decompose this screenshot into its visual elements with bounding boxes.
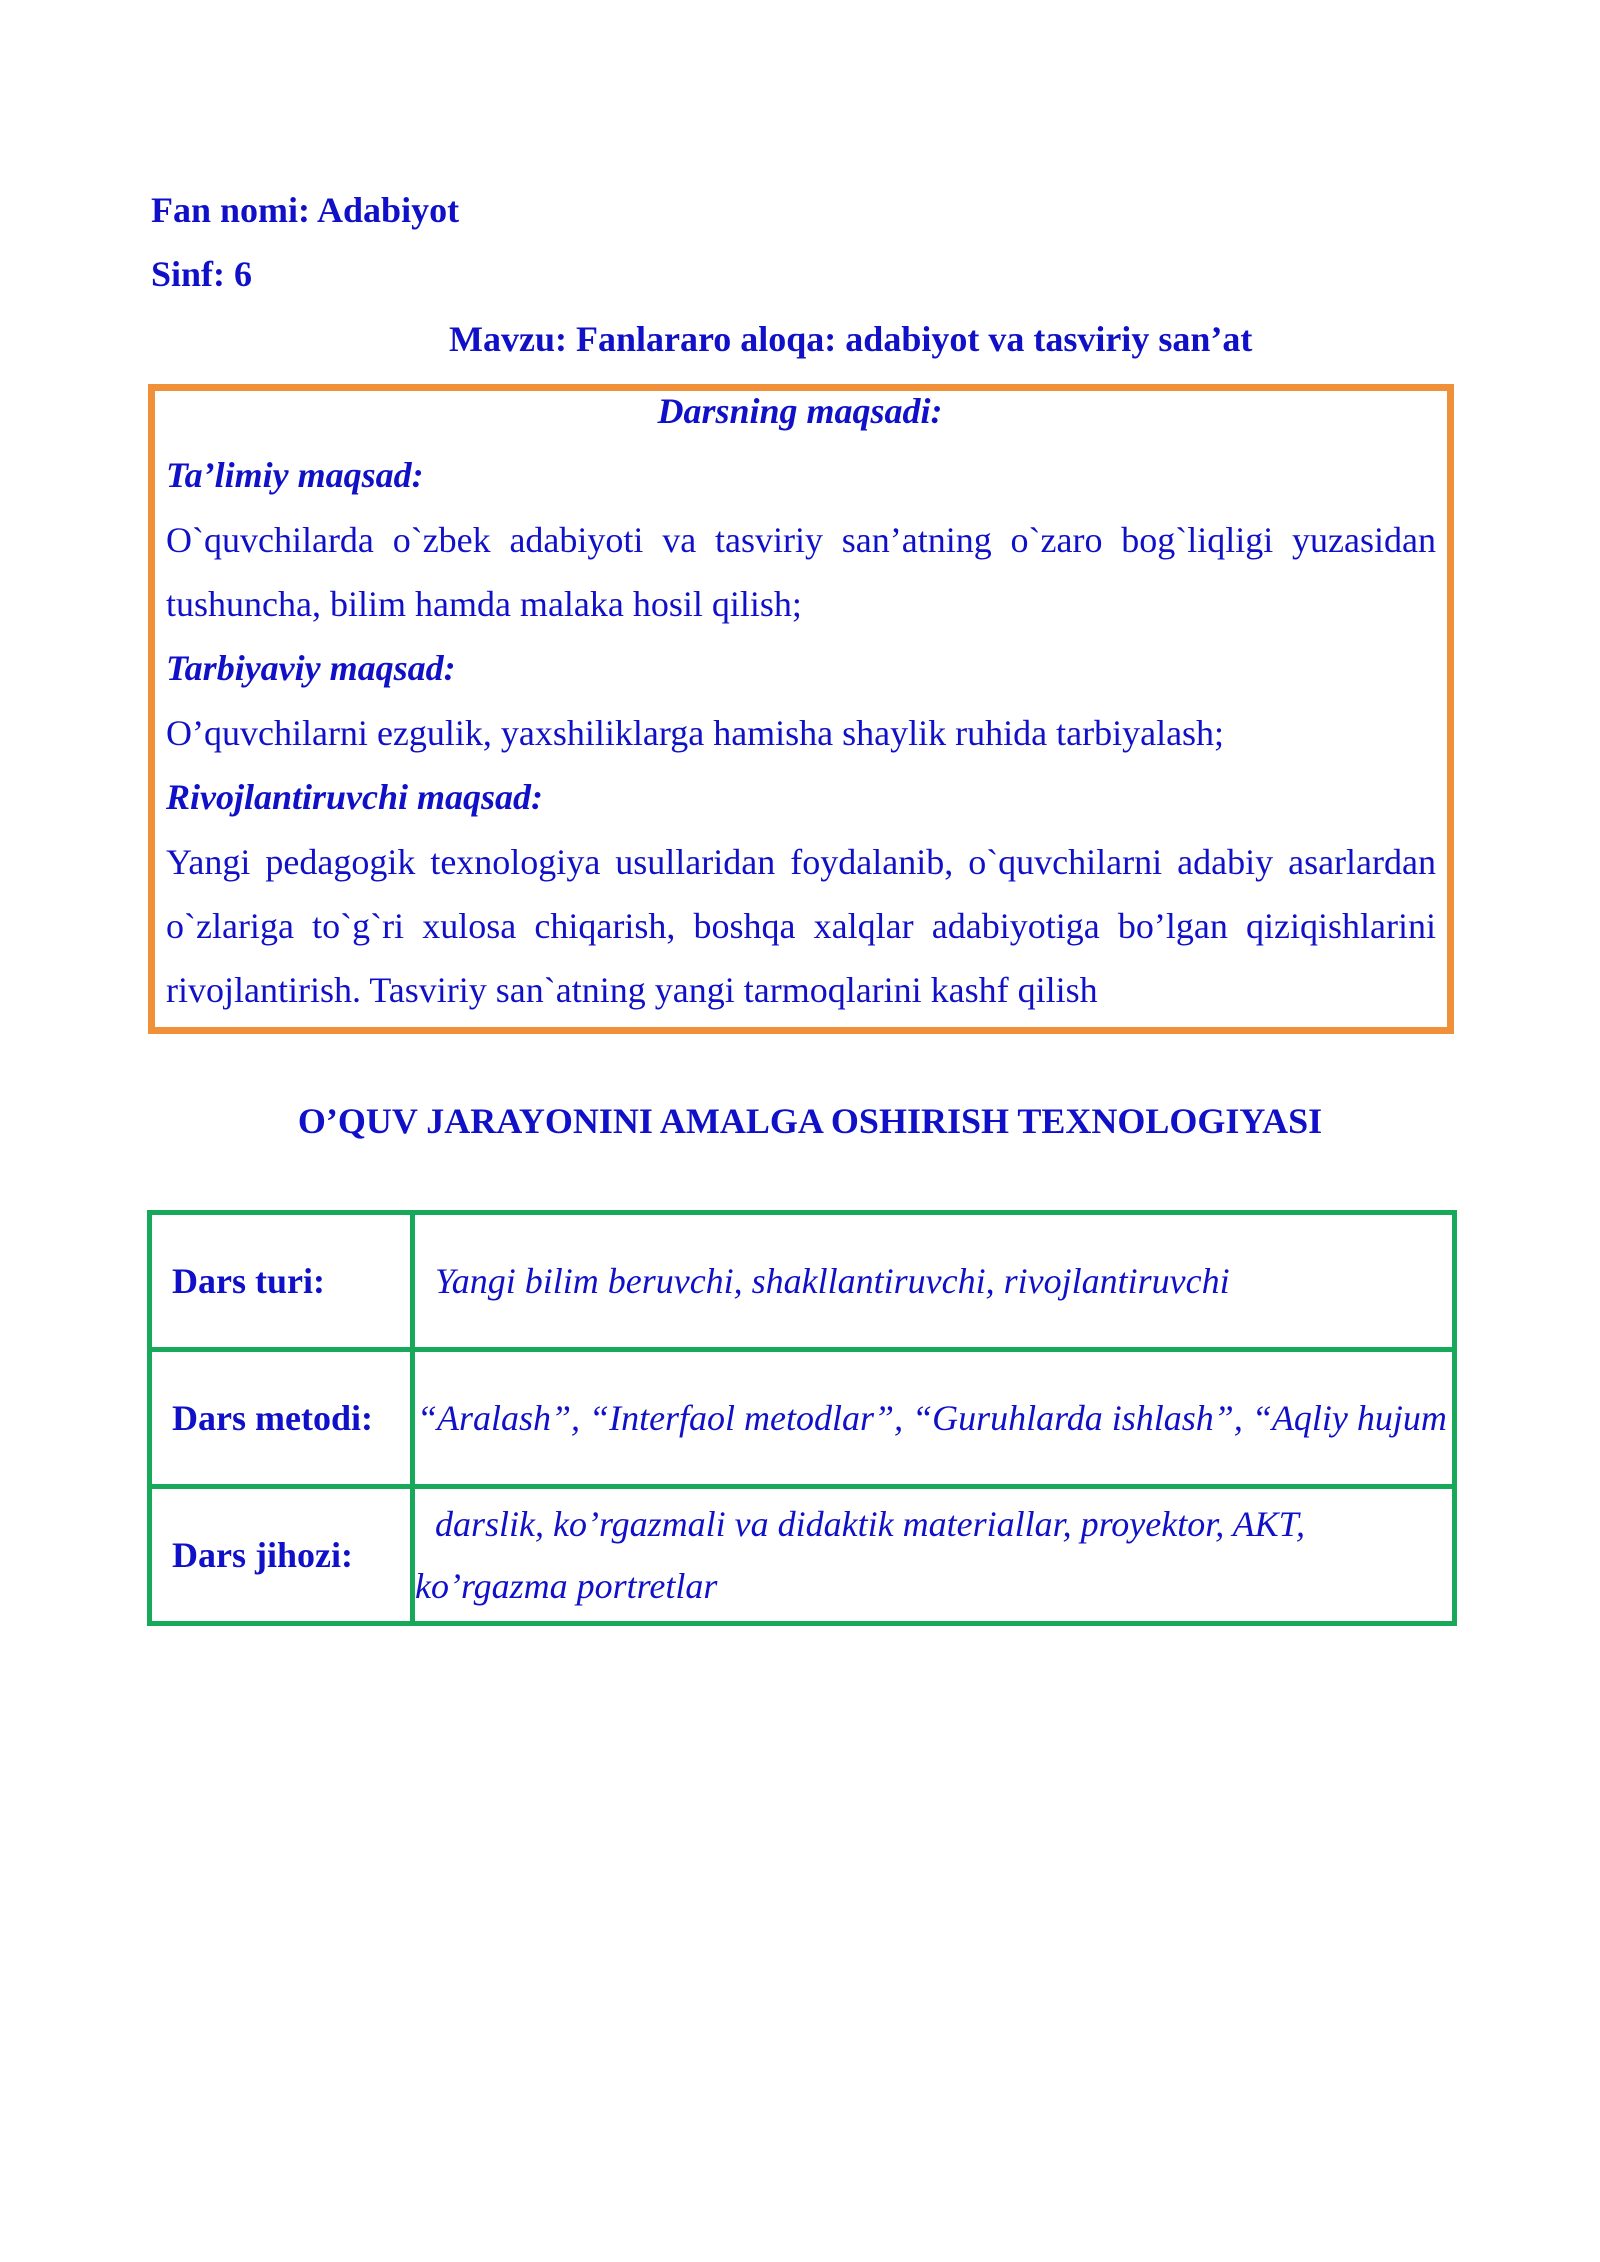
- table-row: [150, 1350, 1455, 1487]
- technology-table: [147, 1210, 1457, 1626]
- lesson-equipment-line-1: darslik, ko’rgazmali va didaktik materiallar, proyektor, AKT,: [435, 1504, 1305, 1544]
- grade-line: Sinf: 6: [151, 254, 253, 294]
- technology-title: O’QUV JARAYONINI AMALGA OSHIRISH TEXNOLOGIYASI: [297, 1101, 1323, 1141]
- developmental-goal-label: Rivojlantiruvchi maqsad:: [166, 777, 544, 817]
- upbringing-goal-text: O’quvchilarni ezgulik, yaxshiliklarga hamisha shaylik ruhida tarbiyalash;: [166, 713, 1225, 753]
- upbringing-goal-label: Tarbiyaviy maqsad:: [166, 648, 456, 688]
- lesson-equipment-line-2: ko’rgazma portretlar: [415, 1566, 718, 1606]
- educational-goal-label: Ta’limiy maqsad:: [166, 455, 424, 495]
- educational-goal-text: O`quvchilarda o`zbek adabiyoti va tasviriy san’atning o`zaro bog`liqligi yuzasidan tushuncha, bilim hamda malaka hosil qilish;: [166, 520, 1436, 624]
- table-row: [150, 1213, 1455, 1350]
- lesson-type-value: Yangi bilim beruvchi, shakllantiruvchi, rivojlantiruvchi: [413, 1213, 1455, 1350]
- lesson-method-label: Dars metodi:: [150, 1350, 413, 1487]
- goals-title: Darsning maqsadi:: [657, 391, 943, 431]
- developmental-goal-text: Yangi pedagogik texnologiya usullaridan foydalanib, o`quvchilarni adabiy asarlardan o`zlariga to`g`ri xulosa chiqarish, boshqa xalqlar adabiyotiga bo’lgan qiziqishlarini rivojlantirish. Tasviriy san`atning yangi tarmoqlarini kashf qilish: [166, 842, 1436, 1010]
- lesson-method-value: “Aralash”, “Interfaol metodlar”, “Guruhlarda ishlash”, “Aqliy hujum: [413, 1350, 1455, 1487]
- lesson-equipment-label: Dars jihozi:: [150, 1487, 413, 1624]
- lesson-equipment-value: [413, 1487, 1455, 1624]
- topic-line: Mavzu: Fanlararo aloqa: adabiyot va tasviriy san’at: [449, 319, 1253, 359]
- table-row: [150, 1487, 1455, 1624]
- subject-line: Fan nomi: Adabiyot: [151, 190, 460, 230]
- lesson-type-label: Dars turi:: [150, 1213, 413, 1350]
